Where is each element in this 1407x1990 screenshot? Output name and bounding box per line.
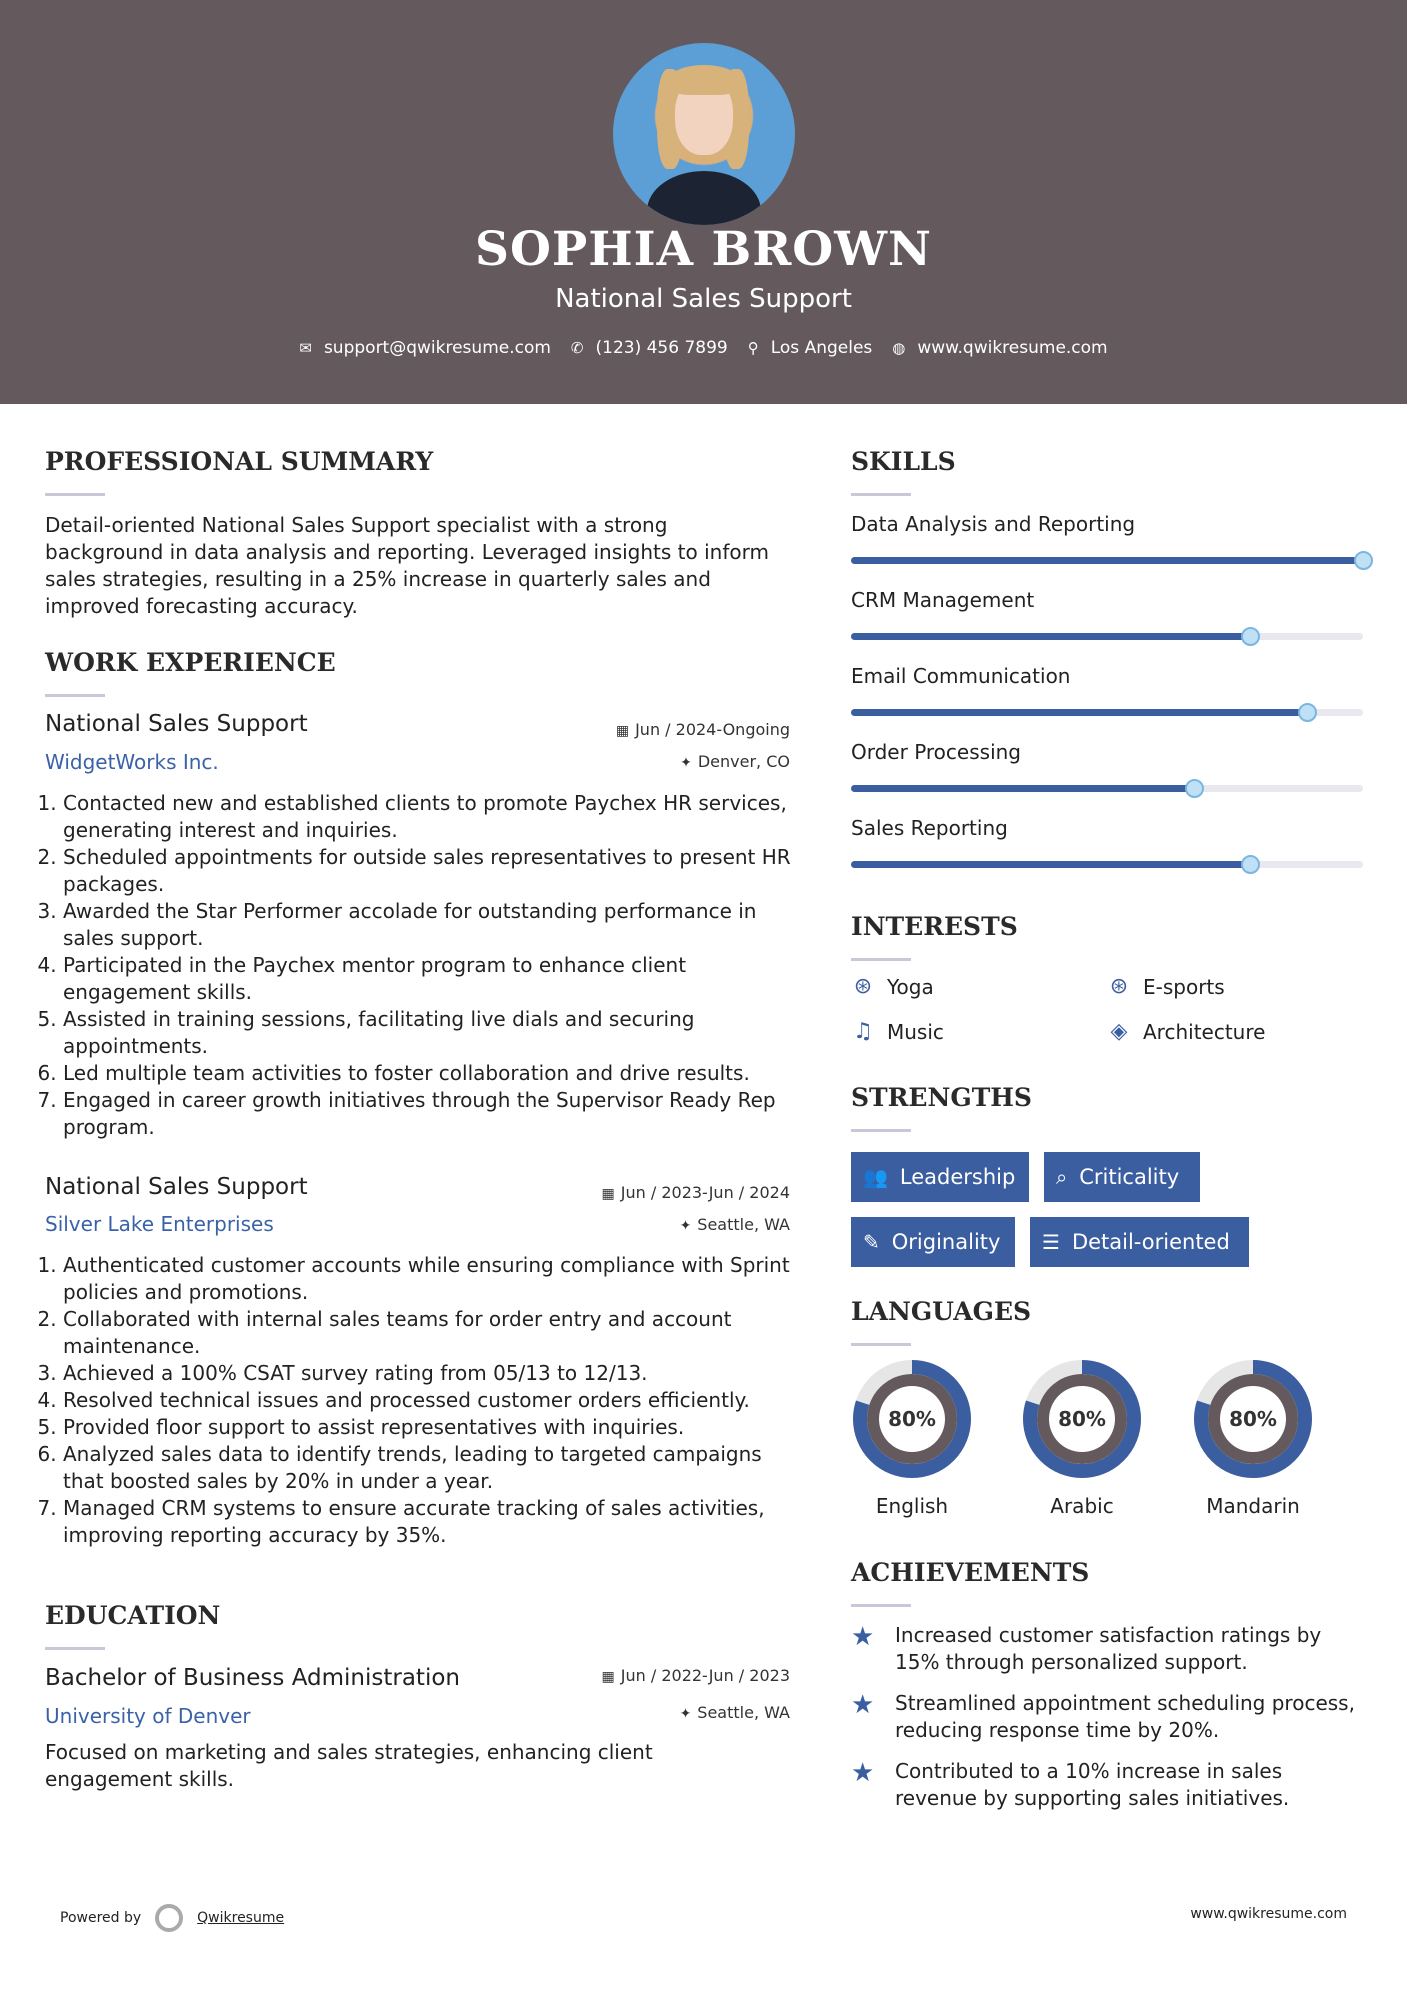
pushpin-icon: ✦ [679, 1706, 692, 1722]
language-label: Mandarin [1206, 1494, 1300, 1518]
experience-heading: WORK EXPERIENCE [45, 648, 336, 677]
list-item: 4. Resolved technical issues and processed customer orders efficiently. [63, 1387, 795, 1414]
donut-percent: 80% [1229, 1407, 1277, 1431]
job-title: National Sales Support [45, 1174, 308, 1200]
list-item: 6. Analyzed sales data to identify trends, leading to targeted campaigns that boosted sales by 20% in under a year. [63, 1441, 795, 1495]
skill-label: Data Analysis and Reporting [851, 512, 1136, 536]
star-icon: ★ [851, 1690, 875, 1720]
skill-bar-fill [851, 709, 1307, 716]
job-duties [45, 790, 795, 1141]
strength-tag: ⌕ Criticality [1044, 1152, 1200, 1202]
achievement-item: Streamlined appointment scheduling process, reducing response time by 20%. [895, 1691, 1355, 1742]
list-item: 2. Collaborated with internal sales teams for order entry and account maintenance. [63, 1306, 795, 1360]
skill-bar [851, 785, 1363, 792]
pushpin-icon: ✦ [679, 1218, 692, 1234]
list-item: 4. Participated in the Paychex mentor program to enhance client engagement skills. [63, 952, 795, 1006]
education-heading: EDUCATION [45, 1601, 221, 1630]
list-item: 2. Scheduled appointments for outside sales representatives to present HR packages. [63, 844, 795, 898]
strength-tag: 👥 Leadership [851, 1152, 1029, 1202]
skill-bar [851, 557, 1363, 564]
language-label: Arabic [1050, 1494, 1114, 1518]
search-icon: ⌕ [1056, 1165, 1068, 1189]
interest-item: ♫ Music [851, 1019, 944, 1044]
language-label: English [875, 1494, 949, 1518]
list-item: 1. Authenticated customer accounts while ensuring compliance with Sprint policies and promotions. [63, 1252, 795, 1306]
skill-bar [851, 861, 1363, 868]
languages-heading: LANGUAGES [851, 1297, 1032, 1326]
skill-bar-knob [1185, 779, 1204, 798]
skill-bar-knob [1241, 627, 1260, 646]
qwikresume-logo-icon [155, 1904, 183, 1932]
skill-label: Sales Reporting [851, 816, 1008, 840]
achievement-item: Contributed to a 10% increase in sales revenue by supporting sales initiatives. [895, 1759, 1290, 1810]
life-ring-icon: ⊛ [853, 974, 873, 999]
list-item: 7. Managed CRM systems to ensure accurate tracking of sales activities, improving reporting accuracy by 35%. [63, 1495, 795, 1549]
skill-bar-knob [1298, 703, 1317, 722]
list-icon: ☰ [1042, 1230, 1060, 1254]
music-note-icon: ♫ [853, 1019, 873, 1044]
donut-percent: 80% [888, 1407, 936, 1431]
skill-bar-knob [1354, 551, 1373, 570]
achievements-heading: ACHIEVEMENTS [851, 1558, 1090, 1587]
school-name[interactable]: University of Denver [45, 1704, 251, 1728]
phone-icon: ✆ [570, 339, 584, 357]
candidate-name: SOPHIA BROWN [475, 222, 932, 277]
pushpin-icon: ✦ [680, 755, 692, 771]
donut-percent: 80% [1058, 1407, 1106, 1431]
interest-item: ⊛ E-sports [1107, 974, 1225, 999]
skill-bar-fill [851, 785, 1194, 792]
skill-bar-fill [851, 557, 1363, 564]
language-donut [1021, 1358, 1143, 1484]
candidate-title: National Sales Support [555, 284, 852, 314]
language-donut [1192, 1358, 1314, 1484]
list-item: 5. Provided floor support to assist representatives with inquiries. [63, 1414, 795, 1441]
education-date: ▦ Jun / 2022-Jun / 2023 [601, 1666, 790, 1685]
job-company[interactable]: Silver Lake Enterprises [45, 1212, 274, 1236]
skill-label: Order Processing [851, 740, 1021, 764]
star-icon: ★ [851, 1622, 875, 1652]
profile-photo [613, 43, 795, 225]
footer-powered-by: Powered by Qwikresume [60, 1904, 284, 1932]
life-ring-icon: ⊛ [1109, 974, 1129, 999]
map-marker-icon: ⚲ [747, 339, 759, 357]
contact-email[interactable]: ✉ support@qwikresume.com [299, 338, 551, 358]
job-company[interactable]: WidgetWorks Inc. [45, 750, 219, 774]
users-icon: 👥 [863, 1165, 888, 1189]
envelope-icon: ✉ [299, 339, 312, 357]
job-duties [45, 1252, 795, 1549]
footer-site-link[interactable]: www.qwikresume.com [1190, 1906, 1347, 1922]
star-icon: ★ [851, 1758, 875, 1788]
job-title: National Sales Support [45, 711, 308, 737]
list-item: 1. Contacted new and established clients to promote Paychex HR services, generating interest and inquiries. [63, 790, 795, 844]
degree-title: Bachelor of Business Administration [45, 1665, 460, 1691]
job-date: ▦ Jun / 2024-Ongoing [615, 720, 790, 739]
skill-bar [851, 709, 1363, 716]
globe-icon: ◍ [892, 339, 906, 357]
resume-header [0, 0, 1407, 404]
calendar-icon: ▦ [601, 1186, 615, 1202]
contact-location: ⚲ Los Angeles [747, 338, 873, 358]
list-item: 5. Assisted in training sessions, facilitating live dials and securing appointments. [63, 1006, 795, 1060]
calendar-icon: ▦ [601, 1669, 615, 1685]
list-item: 7. Engaged in career growth initiatives through the Supervisor Ready Rep program. [63, 1087, 795, 1141]
skills-heading: SKILLS [851, 447, 956, 476]
list-item: 6. Led multiple team activities to foster collaboration and drive results. [63, 1060, 795, 1087]
pencil-icon: ✎ [863, 1230, 880, 1254]
contact-bar [0, 338, 1407, 358]
interest-item: ⊛ Yoga [851, 974, 934, 999]
skill-label: CRM Management [851, 588, 1035, 612]
interests-heading: INTERESTS [851, 912, 1018, 941]
achievement-item: Increased customer satisfaction ratings by 15% through personalized support. [895, 1623, 1322, 1674]
calendar-icon: ▦ [615, 723, 630, 739]
interest-item: ◈ Architecture [1107, 1019, 1265, 1044]
summary-heading: PROFESSIONAL SUMMARY [45, 447, 434, 476]
summary-text: Detail-oriented National Sales Support specialist with a strong background in data analysis and reporting. Leveraged insights to inform sales strategies, resulting in a 25% increase in quarterly sales and improved forecasting accuracy. [45, 513, 769, 618]
strength-tag: ☰ Detail-oriented [1030, 1217, 1249, 1267]
job-date: ▦ Jun / 2023-Jun / 2024 [601, 1183, 790, 1202]
education-text: Focused on marketing and sales strategies, enhancing client engagement skills. [45, 1740, 653, 1791]
education-location: ✦ Seattle, WA [679, 1703, 790, 1722]
strength-tag: ✎ Originality [851, 1217, 1015, 1267]
list-item: 3. Awarded the Star Performer accolade for outstanding performance in sales support. [63, 898, 795, 952]
skill-bar-knob [1241, 855, 1260, 874]
strengths-heading: STRENGTHS [851, 1083, 1032, 1112]
language-donut [851, 1358, 973, 1484]
skill-bar-fill [851, 633, 1250, 640]
skill-bar [851, 633, 1363, 640]
contact-website[interactable]: ◍ www.qwikresume.com [892, 338, 1108, 358]
job-location: ✦ Denver, CO [680, 752, 790, 771]
footer-brand-link[interactable]: Qwikresume [197, 1910, 285, 1926]
contact-phone[interactable]: ✆ (123) 456 7899 [570, 338, 728, 358]
job-location: ✦ Seattle, WA [679, 1215, 790, 1234]
list-item: 3. Achieved a 100% CSAT survey rating from 05/13 to 12/13. [63, 1360, 795, 1387]
skill-label: Email Communication [851, 664, 1071, 688]
skill-bar-fill [851, 861, 1250, 868]
drafting-icon: ◈ [1110, 1019, 1128, 1044]
